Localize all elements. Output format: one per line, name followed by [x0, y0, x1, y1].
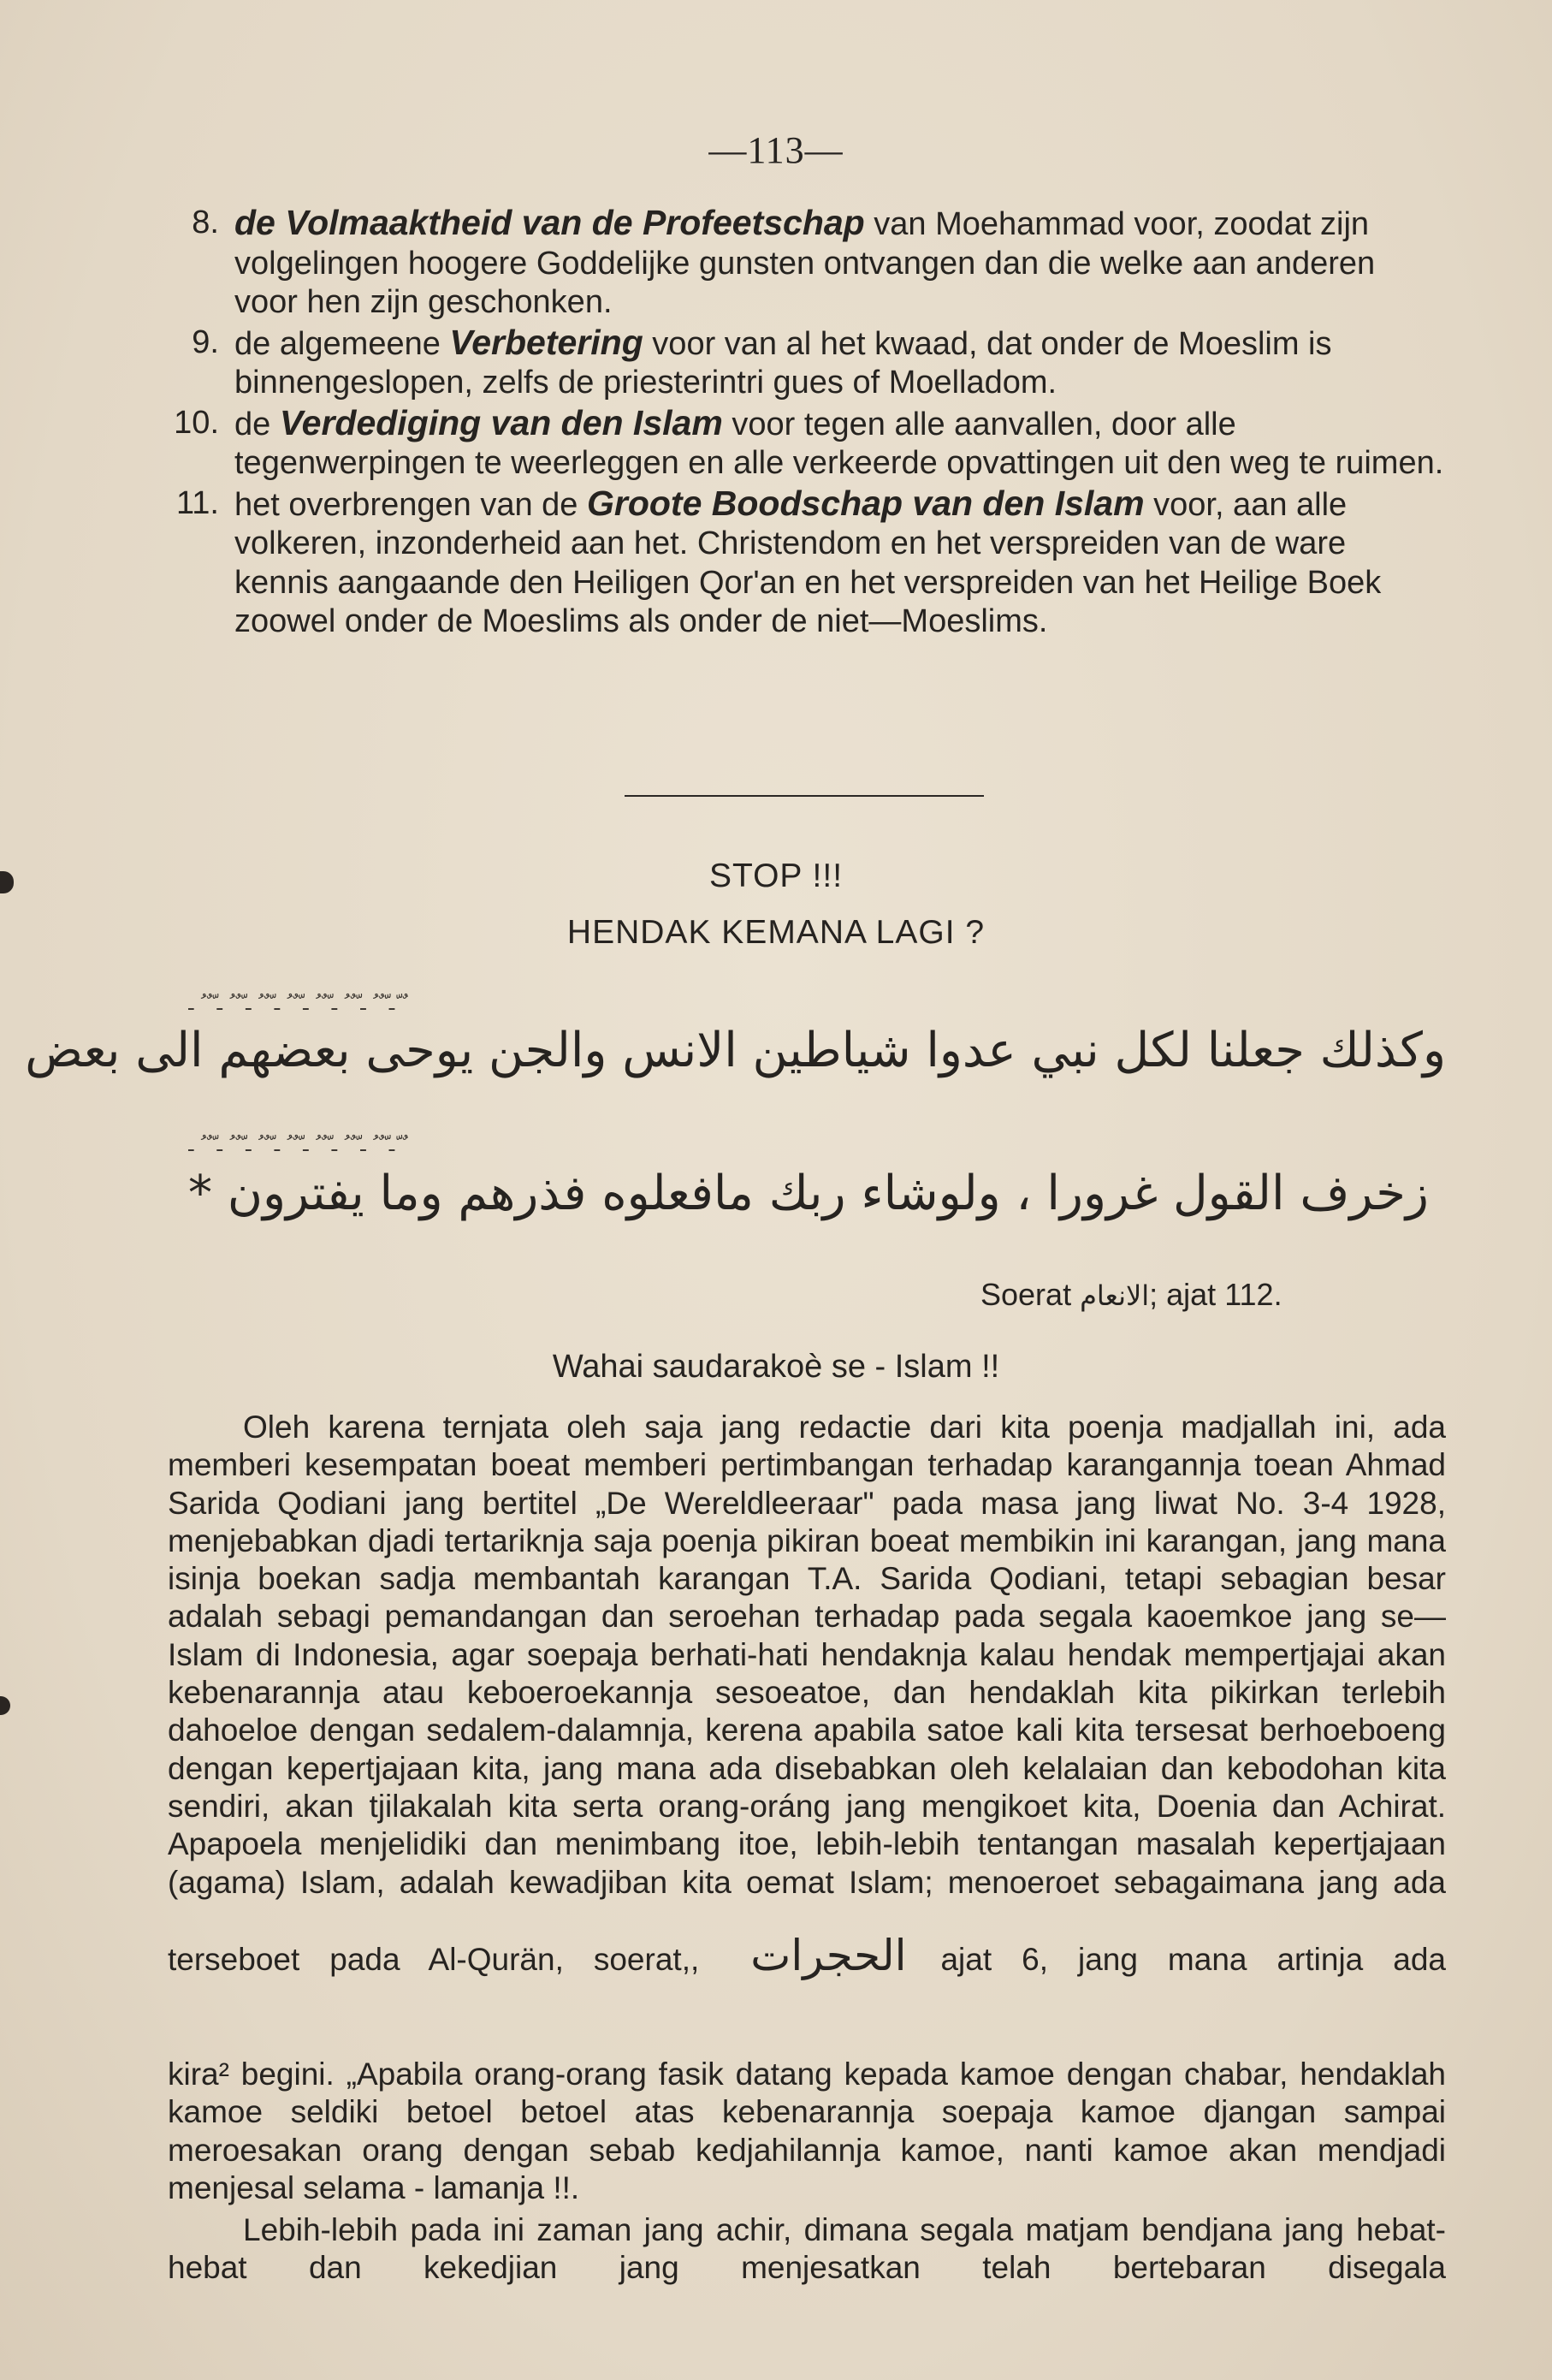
section-title: STOP !!!: [708, 858, 844, 894]
surah-line-before: terseboet pada Al-Qurän, soerat,,: [168, 1942, 700, 1977]
paragraph-1: Oleh karena ternjata oleh saja jang redactie dari kita poenja madjallah ini, ada memberi kesempatan boeat memberi pertimbangan terhadap karangannja toean Ahmad Sarida Qodiani jang bertitel „De Wereldleeraar" pada masa jang liwat No. 3-4 1928, menjebabkan djadi tertariknja saja poenja pikiran boeat membikin ini karangan, jang mana isinja boekan sadja membantah karangan T.A. Sarida Qodiani, tetapi sebagian besar adalah sebagi pemandangan dan seroehan terhadap pada segala kaoemkoe jang se—Islam di Indonesia, agar soepaja berhati-hati hendaknja kalau hendak mempertjajai akan kebenarannja atau keboeroekannja sesoeatoe, dan hendaklah kita pikirkan terlebih dahoeloe dengan sedalem-dalamnja, kerena apabila satoe kali kita tersesat berhoeboeng dengan kepertjajaan kita, jang mana ada disebabkan oleh kelalaian dan kebodohan kita sendiri, akan tjilakalah kita serta orang-oráng jang mengikoet kita, Doenia dan Achirat. Apapoela menjelidiki dan menimbang itoe, lebih-lebih tentangan masalah kepertjajaan (agama) Islam, adalah kewadjiban kita oemat Islam; menoeroet sebagaimana jang ada: [168, 1410, 1446, 1900]
reference-prefix: Soerat: [980, 1277, 1072, 1312]
list-item: [168, 323, 1446, 403]
list-item-number: 9.: [192, 323, 219, 360]
surah-line: [168, 1926, 1446, 1990]
greeting: Wahai saudarakoè se - Islam !!: [552, 1349, 1000, 1385]
list-item: [168, 484, 1446, 642]
reference-surah-arabic: الانعام: [1080, 1279, 1150, 1312]
list-item-emphasis: Verdediging van den Islam: [279, 402, 723, 442]
list-item-emphasis: Groote Boodschap van den Islam: [586, 483, 1145, 523]
list-item-text-post: voor, aan alle volkeren, inzonderheid aan het. Christendom en het verspreiden van de ware kennis aangaande den Heiligen Qor'an en het verspreiden van het Heilige Boek zoowel onder de Moeslims als onder de niet—Moeslims.: [234, 486, 1382, 639]
section-subtitle: HENDAK KEMANA LAGI ?: [566, 914, 986, 951]
arabic-diacritics-line-2: ـ ّ ٌ ُ ـ ّ ٌ ُ ـ ّ ٌ ُ ـ ّ ٌ ُ ـ ّ ٌ ُ ـ ّ ٌ ُ ـ ّ ٌ ُ ـ ّ ٌ: [188, 1134, 407, 1155]
reference-suffix: ; ajat 112.: [1149, 1277, 1282, 1312]
list-item-number: 10.: [174, 404, 219, 441]
list-item-text-pre: de: [234, 406, 280, 442]
arabic-verse-line-1: وكذلك جعلنا لكل نبي عدوا شياطين الانس والجن يوحى بعضهم الى بعض: [25, 1023, 1446, 1078]
list-item-text-pre: de algemeene: [234, 325, 450, 362]
list-item-emphasis: de Volmaaktheid van de Profeetschap: [234, 203, 865, 242]
numbered-list: [168, 204, 1446, 642]
paragraph-3: Lebih-lebih pada ini zaman jang achir, dimana segala matjam bendjana jang hebat-hebat dan kekedjian jang menjesatkan telah bertebaran disegala: [168, 2212, 1446, 2286]
arabic-diacritics-line-1: ـ ّ ٌ ُ ـ ّ ٌ ُ ـ ّ ٌ ُ ـ ّ ٌ ُ ـ ّ ٌ ُ ـ ّ ٌ ُ ـ ّ ٌ ُ ـ ّ ٌ: [188, 993, 407, 1014]
surah-line-after: ajat 6, jang mana artinja ada: [940, 1942, 1446, 1977]
surah-line-arabic: الحجرات: [750, 1931, 907, 1980]
list-item-text-post: voor van al het kwaad, dat onder de Moeslim is binnengeslopen, zelfs de priesterintri gues of Moelladom.: [234, 325, 1332, 401]
verse-reference: [980, 1277, 1282, 1313]
list-item-text-post: van Moehammad voor, zoodat zijn volgelingen hoogere Goddelijke gunsten ontvangen dan die welke aan anderen voor hen zijn geschonken.: [234, 206, 1376, 320]
binding-mark: [0, 1696, 10, 1715]
section-divider: [625, 795, 984, 797]
page-number: —113—: [708, 129, 844, 171]
list-item: [168, 204, 1446, 323]
list-item-text-pre: het overbrengen van de: [234, 486, 587, 523]
list-item-emphasis: Verbetering: [449, 322, 643, 362]
paragraph-2: kira² begini. „Apabila orang-orang fasik datang kepada kamoe dengan chabar, hendaklah kamoe seldiki betoel betoel atas kebenarannja soepaja kamoe djangan sampai meroesakan orang dengan sebab kedjahilannja kamoe, nanti kamoe akan mendjadi menjesal selama - lamanja !!.: [168, 2057, 1446, 2205]
arabic-verse-line-2: زخرف القول غرورا ، ولوشاء ربك مافعلوه فذرهم وما يفترون *: [188, 1166, 1429, 1221]
list-item-number: 8.: [192, 205, 219, 240]
list-item-text-post: voor tegen alle aanvallen, door alle tegenwerpingen te weerleggen en alle verkeerde opvattingen uit den weg te ruimen.: [234, 406, 1444, 481]
list-item: [168, 404, 1446, 484]
list-item-number: 11.: [175, 484, 219, 521]
